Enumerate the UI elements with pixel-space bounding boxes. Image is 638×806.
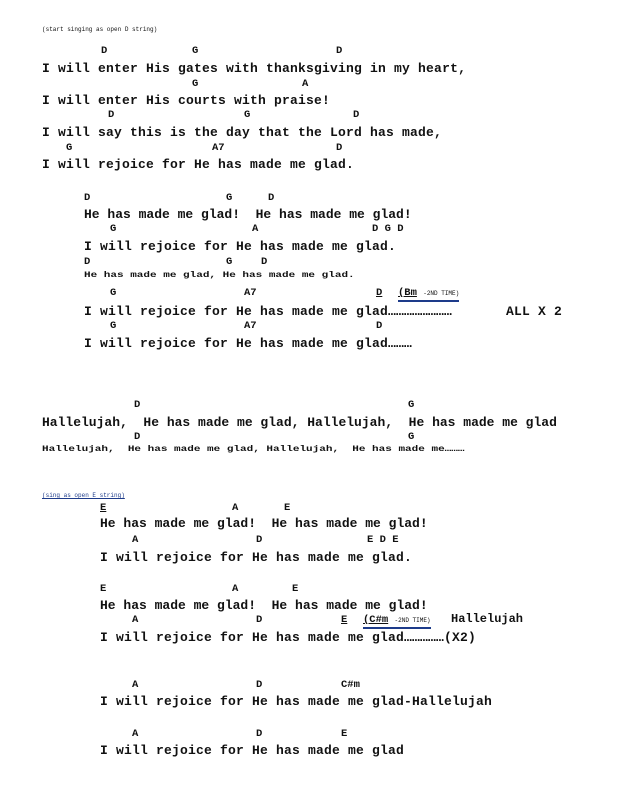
chord: E	[341, 614, 348, 626]
alt-chord-note	[363, 615, 431, 629]
lyric-line: I will enter His courts with praise!	[42, 93, 331, 108]
chord: G	[244, 109, 251, 121]
chord: G	[408, 431, 415, 443]
chord: A7	[244, 287, 257, 299]
chord: D	[268, 192, 275, 204]
chord: D	[376, 287, 383, 299]
lyric-line: I will rejoice for He has made me glad……………(X2)	[100, 630, 477, 645]
alt-chord-note	[398, 288, 459, 302]
chord: D G D	[372, 223, 404, 235]
chord: E D E	[367, 534, 399, 546]
chord: D	[256, 679, 263, 691]
chord: D	[256, 728, 263, 740]
performance-note: (sing as open E string)	[42, 492, 125, 499]
chord: A7	[212, 142, 225, 154]
lyric-line: Hallelujah, He has made me glad, Hallelujah, He has made me………	[42, 445, 465, 454]
lyric-line: I will rejoice for He has made me glad………	[84, 336, 413, 351]
chord: C#m	[341, 679, 360, 691]
chord: D	[336, 45, 343, 57]
chord: A	[232, 583, 239, 595]
chord: D	[101, 45, 108, 57]
chord: (C#m	[363, 614, 389, 626]
chord: E	[292, 583, 299, 595]
chord: A	[132, 614, 139, 626]
chord: D	[134, 399, 141, 411]
chord: D	[261, 256, 268, 268]
lyric-line: Hallelujah, He has made me glad, Hallelujah, He has made me glad	[42, 415, 557, 430]
chord: Hallelujah	[451, 612, 524, 626]
chord: D	[84, 192, 91, 204]
chord: (Bm	[398, 287, 417, 299]
chord: D	[376, 320, 383, 332]
lyric-line: I will rejoice for He has made me glad.	[84, 239, 397, 254]
chord: A7	[244, 320, 257, 332]
chord: A	[132, 534, 139, 546]
chord: D	[134, 431, 141, 443]
lyric-line: I will say this is the day that the Lord has made,	[42, 125, 443, 140]
lyric-line: He has made me glad! He has made me glad!	[84, 207, 412, 222]
alt-chord-caption: -2ND TIME)	[423, 290, 460, 297]
chord: D	[336, 142, 343, 154]
chord: G	[66, 142, 73, 154]
performance-note: (start singing as open D string)	[42, 26, 158, 33]
lyric-line: I will rejoice for He has made me glad	[100, 743, 405, 758]
chord: E	[341, 728, 348, 740]
chord: G	[110, 287, 117, 299]
repeat-mark: ALL X 2	[506, 304, 563, 319]
lyric-line: I will rejoice for He has made me glad.	[42, 157, 355, 172]
lyric-line: He has made me glad! He has made me glad!	[100, 516, 428, 531]
chord: G	[110, 223, 117, 235]
chord: D	[108, 109, 115, 121]
chord: E	[100, 583, 107, 595]
chord: A	[132, 679, 139, 691]
lyric-line: He has made me glad, He has made me glad.	[84, 271, 355, 280]
chord: A	[232, 502, 239, 514]
chord: G	[408, 399, 415, 411]
chord: G	[226, 192, 233, 204]
chord: D	[256, 614, 263, 626]
chord: D	[84, 256, 91, 268]
lyric-line: He has made me glad! He has made me glad!	[100, 598, 428, 613]
chord: A	[252, 223, 259, 235]
lyric-line: I will rejoice for He has made me glad.	[100, 550, 413, 565]
lyric-line: I will rejoice for He has made me glad-Hallelujah	[100, 694, 493, 709]
alt-chord-caption: -2ND TIME)	[394, 617, 431, 624]
chord: D	[256, 534, 263, 546]
chord: D	[353, 109, 360, 121]
chord: A	[132, 728, 139, 740]
lyric-line: I will enter His gates with thanksgiving in my heart,	[42, 61, 467, 76]
chord: G	[226, 256, 233, 268]
chord: G	[192, 78, 199, 90]
chord: G	[110, 320, 117, 332]
lyric-line: I will rejoice for He has made me glad……………………	[84, 304, 453, 319]
chord: E	[284, 502, 291, 514]
chord: A	[302, 78, 309, 90]
chord: E	[100, 502, 107, 514]
chord: G	[192, 45, 199, 57]
